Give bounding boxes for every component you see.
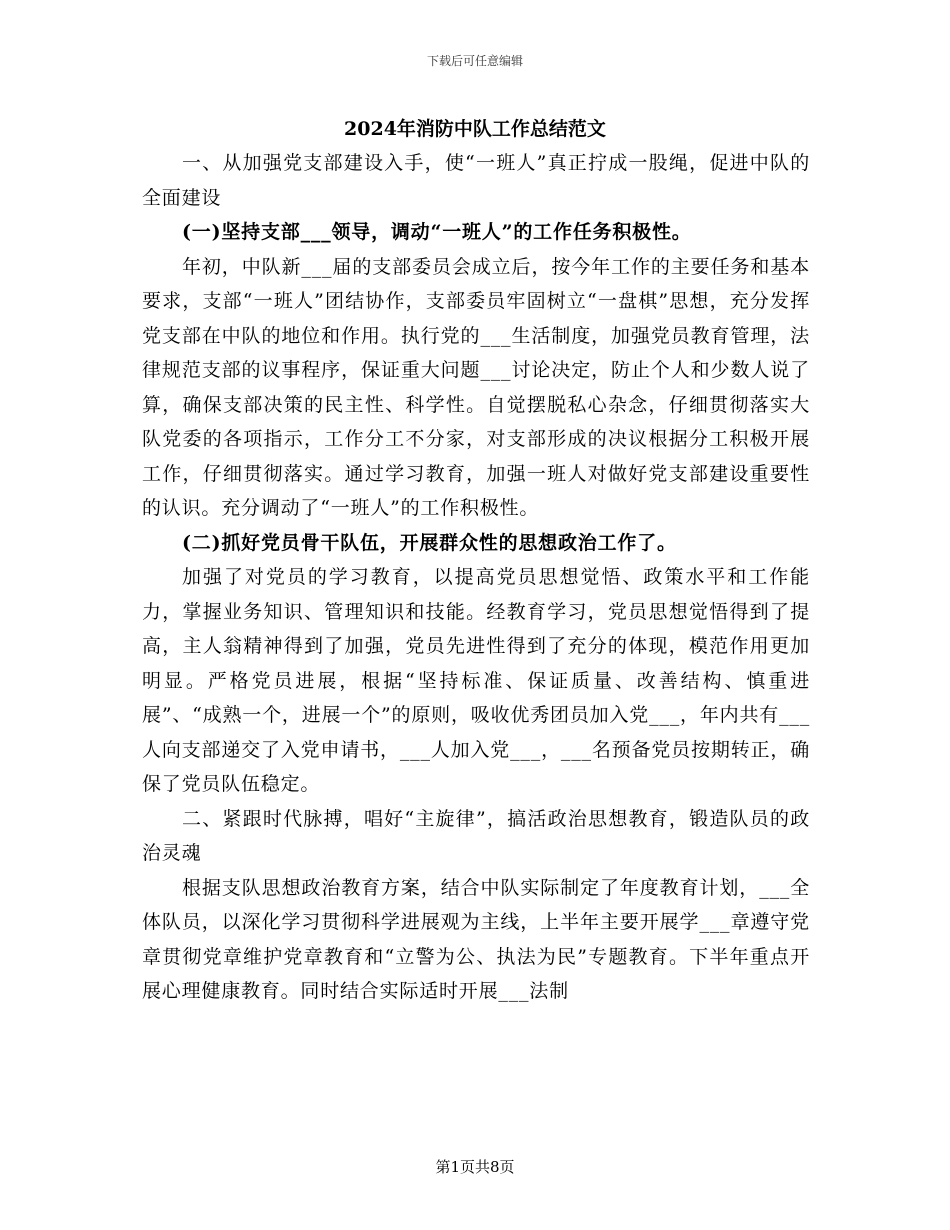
document-body: [142, 146, 810, 1009]
document-title: 2024年消防中队工作总结范文: [344, 118, 606, 140]
paragraph-body: 根据支队思想政治教育方案，结合中队实际制定了年度教育计划，___全体队员，以深化学习贯彻科学进展观为主线，上半年主要开展学___章遵守党章贯彻党章维护党章教育和“立警为公、执法为民”专题教育。下半年重点开展心理健康教育。同时结合实际适时开展___法制: [142, 876, 810, 1002]
page-header-note: 下载后可任意编辑: [426, 54, 523, 68]
paragraph-subsection-two-heading: (二)抓好党员骨干队伍，开展群众性的思想政治工作了。: [182, 531, 677, 554]
paragraph-subsection-one-heading: (一)坚持支部___领导，调动“一班人”的工作任务积极性。: [182, 221, 692, 243]
paragraph-section-two-heading: 二、紧跟时代脉搏，唱好“主旋律”，搞活政治思想教育，锻造队员的政治灵魂: [142, 807, 810, 864]
paragraph-body: 年初，中队新___届的支部委员会成立后，按今年工作的主要任务和基本要求，支部“一班人”团结协作，支部委员牢固树立“一盘棋”思想，充分发挥党支部在中队的地位和作用。执行党的___生活制度，加强党员教育管理，法律规范支部的议事程序，保证重大问题___讨论决定，防止个人和少数人说了算，确保支部决策的民主性、科学性。自觉摆脱私心杂念，仔细贯彻落实大队党委的各项指示，工作分工不分家，对支部形成的决议根据分工积极开展工作，仔细贯彻落实。通过学习教育，加强一班人对做好党支部建设重要性的认识。充分调动了“一班人”的工作积极性。: [142, 255, 810, 519]
paragraph-section-one-heading: 一、从加强党支部建设入手，使“一班人”真正拧成一股绳，促进中队的全面建设: [142, 152, 810, 209]
paragraph-body: 加强了对党员的学习教育，以提高党员思想觉悟、政策水平和工作能力，掌握业务知识、管理知识和技能。经教育学习，党员思想觉悟得到了提高，主人翁精神得到了加强，党员先进性得到了充分的体现，模范作用更加明显。严格党员进展，根据“坚持标准、保证质量、改善结构、慎重进展”、“成熟一个，进展一个”的原则，吸收优秀团员加入党___，年内共有___人向支部递交了入党申请书，___人加入党___，___名预备党员按期转正，确保了党员队伍稳定。: [142, 566, 810, 795]
page-footer-number: 第1页共8页: [435, 1158, 515, 1176]
